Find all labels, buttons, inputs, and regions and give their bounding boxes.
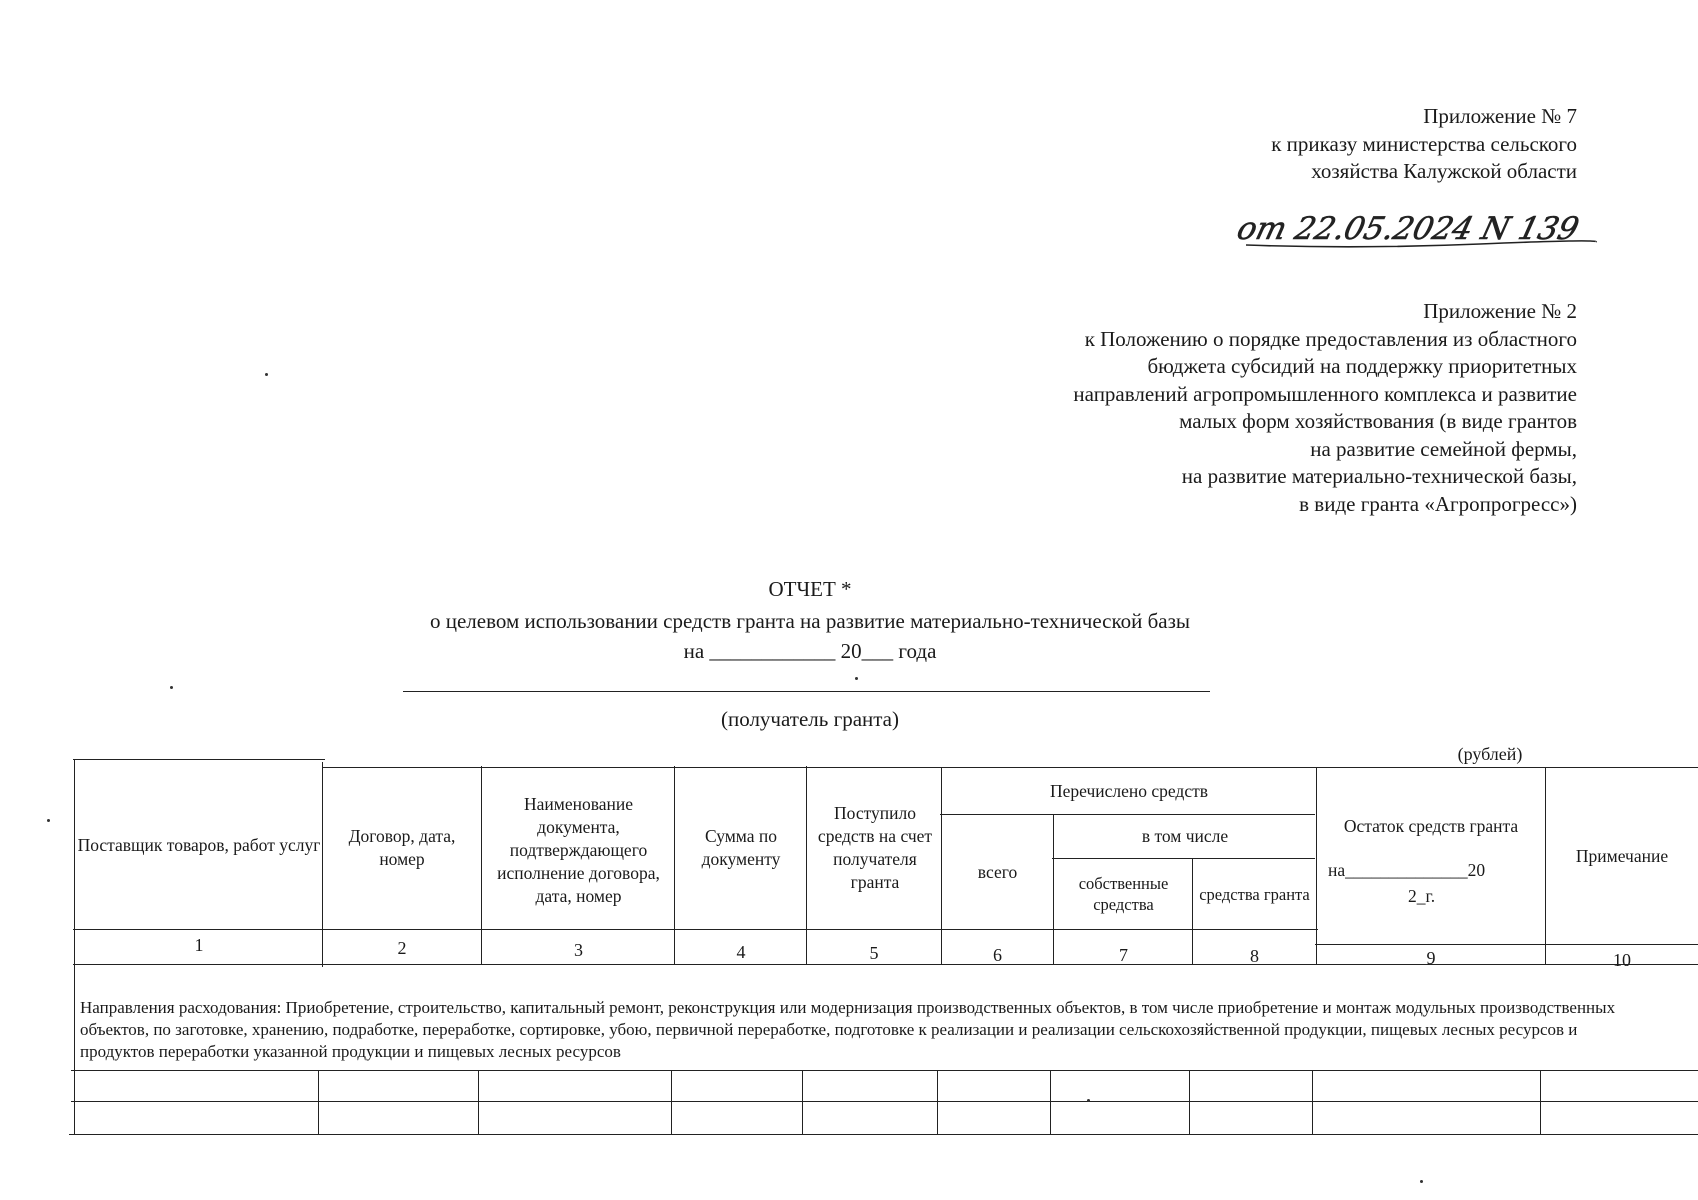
table-rule: [481, 766, 482, 965]
table-rule: [1192, 858, 1193, 965]
annex-regulation-line: на развитие семейной фермы,: [1310, 436, 1577, 461]
table-rule: [674, 766, 675, 965]
table-rule: [322, 762, 323, 967]
annex-regulation-line: на развитие материально-технической базы,: [1181, 464, 1577, 488]
annex-regulation-line: малых форм хозяйствования (в виде грантов: [1179, 409, 1577, 433]
table-rule: [478, 1070, 479, 1134]
table-rule: [69, 1134, 1698, 1135]
header-balance-date-line: на______________20: [1328, 860, 1486, 880]
report-period: на ____________ 20___ года: [683, 639, 937, 663]
header-transferred-funds: Перечислено средств: [1049, 780, 1209, 801]
report-subtitle: о целевом использовании средств гранта на развитие материально-технической базы: [429, 609, 1191, 633]
annex-order-title: Приложение № 7: [1423, 104, 1577, 128]
header-including: в том числе: [1141, 826, 1229, 846]
annex-regulation-block: [1073, 298, 1577, 518]
handwritten-date-number: от 22.05.2024 N 139: [1233, 211, 1583, 247]
handwritten-order-reference: [1233, 205, 1605, 257]
table-rule: [1050, 1070, 1051, 1134]
annex-regulation-line: к Положению о порядке предоставления из областного: [1084, 326, 1577, 351]
annex-regulation-title: Приложение № 2: [1423, 299, 1577, 323]
header-confirming-document: Наименование документа, подтверждающего исполнение договора, дата, номер: [497, 793, 660, 906]
table-rule: [1189, 1070, 1190, 1134]
table-rule: [941, 768, 942, 965]
table-rule: [73, 929, 1318, 930]
table-rule: [806, 766, 807, 965]
table-rule: [671, 1070, 672, 1134]
header-own-funds: собственные средства: [1078, 874, 1169, 914]
table-rule: [73, 759, 325, 760]
header-contract: Договор, дата, номер: [348, 826, 456, 869]
recipient-fill-line: [403, 691, 1210, 692]
column-number: 9: [1426, 948, 1436, 968]
annex-regulation-line: в виде гранта «Агропрогресс»): [1299, 491, 1577, 516]
table-rule: [802, 1070, 803, 1134]
header-balance-year: 2_г.: [1408, 886, 1436, 906]
column-number: 7: [1119, 945, 1128, 965]
header-balance: Остаток средств гранта: [1343, 815, 1519, 836]
scan-speck: [855, 677, 858, 680]
table-rule: [1315, 944, 1698, 945]
table-rule: [1540, 1070, 1541, 1134]
scan-speck: [265, 373, 268, 376]
units-label: (рублей): [1457, 744, 1523, 764]
header-total: всего: [977, 861, 1018, 882]
table-rule: [318, 1070, 319, 1134]
scan-speck: [47, 819, 50, 822]
annex-regulation-line: направлений агропромышленного комплекса и развитие: [1073, 381, 1577, 406]
header-received-funds: Поступило средств на счет получателя гранта: [817, 803, 933, 892]
column-number: 3: [574, 940, 583, 960]
scan-speck: [1087, 1099, 1090, 1102]
column-number: 6: [993, 945, 1002, 965]
spending-directions-text: Направления расходования: Приобретение, строительство, капитальный ремонт, реконструкция или модернизация производственных объектов, в том числе приобретение и монтаж модульных производственных объектов, по заготовке, хранению, подработке, переработке, сортировке, убою, первичной переработке, подготовке к реализации и реализации сельскохозяйственной продукции, пищевых лесных ресурсов и продуктов переработки указанной продукции и пищевых лесных ресурсов: [80, 998, 1616, 1061]
header-grant-funds: средства гранта: [1199, 884, 1310, 904]
annex-regulation-line: бюджета субсидий на поддержку приоритетных: [1147, 354, 1577, 378]
table-rule: [1312, 1070, 1313, 1134]
table-rule: [937, 1070, 938, 1134]
table-rule: [74, 759, 75, 1135]
scan-speck: [1420, 1180, 1423, 1183]
table-rule: [71, 1070, 1698, 1071]
recipient-label: (получатель гранта): [721, 707, 899, 731]
header-document-amount: Сумма по документу: [701, 826, 781, 869]
column-number: 8: [1250, 946, 1259, 966]
header-supplier: Поставщик товаров, работ услуг: [77, 834, 321, 855]
column-number: 2: [397, 938, 407, 958]
annex-order-line: к приказу министерства сельского: [1271, 131, 1577, 156]
header-note: Примечание: [1575, 845, 1669, 866]
annex-order-block: [1271, 103, 1577, 186]
column-number: 4: [736, 942, 746, 962]
column-number: 10: [1613, 950, 1631, 970]
table-rule: [1545, 768, 1546, 965]
table-rule: [71, 1101, 1698, 1102]
column-number: 1: [194, 935, 204, 955]
annex-order-line: хозяйства Калужской области: [1311, 159, 1577, 183]
table-rule: [1053, 814, 1054, 965]
table-rule: [1316, 768, 1317, 965]
column-number: 5: [869, 943, 879, 963]
report-title: ОТЧЕТ *: [768, 577, 852, 601]
scan-speck: [170, 686, 173, 689]
